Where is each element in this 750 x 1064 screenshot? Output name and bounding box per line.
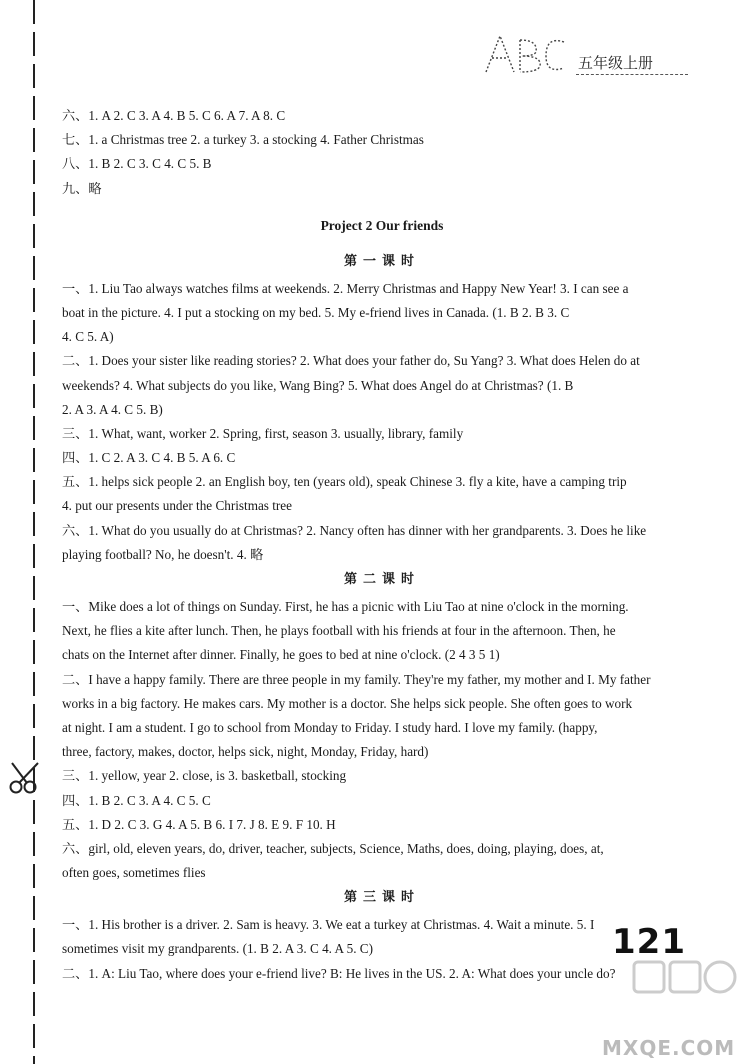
project-title: Project 2 Our friends: [320, 217, 444, 233]
lesson-3: [62, 885, 702, 986]
answer-line: 五、1. helps sick people 2. an English boy, ten (years old), speak Chinese 3. fly a kite, have a camping trip: [62, 474, 627, 490]
answer-line: 4. put our presents under the Christmas tree: [62, 498, 292, 514]
abc-logo-icon: [480, 28, 570, 78]
lesson-heading: 第二课时: [343, 572, 420, 587]
answer-line: 六、1. A 2. C 3. A 4. B 5. C 6. A 7. A 8. C: [62, 108, 286, 123]
answer-line: 六、1. What do you usually do at Christmas? 2. Nancy often has dinner with her grandparents. 3. Does he like: [62, 522, 647, 538]
prev-answers: [62, 104, 702, 201]
watermark-text: MXQE.COM: [602, 1036, 736, 1060]
answer-line: 一、1. His brother is a driver. 2. Sam is heavy. 3. We eat a turkey at Christmas. 4. Wait a minute. 5. I: [62, 917, 595, 933]
watermark-stamp-icon: [630, 952, 740, 1022]
answer-line: 一、1. Liu Tao always watches films at weekends. 2. Merry Christmas and Happy New Year! 3. I can see a: [62, 280, 629, 296]
answer-line: weekends? 4. What subjects do you like, Wang Bing? 5. What does Angel do at Christmas? (1. B: [62, 377, 574, 393]
answer-line: 七、1. a Christmas tree 2. a turkey 3. a stocking 4. Father Christmas: [62, 132, 424, 148]
lesson-1: [62, 249, 702, 567]
answer-content: [62, 104, 702, 986]
answer-line: often goes, sometimes flies: [62, 865, 206, 881]
page-header: [480, 28, 710, 88]
answer-line: 二、1. Does your sister like reading stories? 2. What does your father do, Su Yang? 3. What does Helen do at: [62, 353, 640, 369]
answer-line: 2. A 3. A 4. C 5. B): [62, 401, 163, 417]
cut-line: [33, 0, 35, 1064]
answer-line: boat in the picture. 4. I put a stocking on my bed. 5. My e-friend lives in Canada. (1. B 2. B 3. C: [62, 304, 570, 320]
answer-line: 二、I have a happy family. There are three people in my family. They're my father, my mother and I. My father: [62, 671, 651, 687]
answer-line: 四、1. B 2. C 3. A 4. C 5. C: [62, 792, 211, 808]
answer-line: works in a big factory. He makes cars. My mother is a doctor. She helps sick people. She often goes to work: [62, 695, 633, 711]
answer-line: 四、1. C 2. A 3. C 4. B 5. A 6. C: [62, 450, 236, 466]
answer-line: three, factory, makes, doctor, helps sick, night, Monday, Friday, hard): [62, 744, 429, 760]
answer-line: 三、1. yellow, year 2. close, is 3. basketball, stocking: [62, 768, 347, 784]
answer-line: 六、girl, old, eleven years, do, driver, teacher, subjects, Science, Maths, does, doing, playing, does, at,: [62, 840, 604, 856]
answer-line: chats on the Internet after dinner. Finally, he goes to bed at nine o'clock. (2 4 3 5 1): [62, 647, 500, 663]
answer-line: 二、1. A: Liu Tao, where does your e-friend live? B: He lives in the US. 2. A: What does your uncle do?: [62, 965, 616, 981]
header-rule: [576, 74, 688, 75]
answer-line: 三、1. What, want, worker 2. Spring, first, season 3. usually, library, family: [62, 425, 464, 441]
lesson-heading: 第三课时: [343, 890, 420, 906]
answer-line: 五、1. D 2. C 3. G 4. A 5. B 6. I 7. J 8. E 9. F 10. H: [62, 816, 336, 832]
lesson-heading: 第一课时: [343, 253, 420, 269]
answer-line: Next, he flies a kite after lunch. Then, he plays football with his friends at four in the afternoon. Then, he: [62, 623, 616, 639]
lesson-2: [62, 567, 702, 885]
answer-line: sometimes visit my grandparents. (1. B 2. A 3. C 4. A 5. C): [62, 941, 373, 957]
answer-line: 八、1. B 2. C 3. C 4. C 5. B: [62, 156, 212, 172]
answer-line: playing football? No, he doesn't. 4. 略: [62, 546, 264, 562]
scissors-icon: [8, 760, 48, 796]
answer-line: at night. I am a student. I go to school from Monday to Friday. I study hard. I love my family. (happy,: [62, 719, 598, 735]
answer-line: 一、Mike does a lot of things on Sunday. First, he has a picnic with Liu Tao at nine o'clock in the morning.: [62, 599, 629, 614]
grade-label: 五年级上册: [578, 54, 654, 72]
page-number: 121: [612, 922, 686, 962]
answer-line: 九、略: [62, 180, 102, 196]
answer-line: 4. C 5. A): [62, 329, 114, 345]
